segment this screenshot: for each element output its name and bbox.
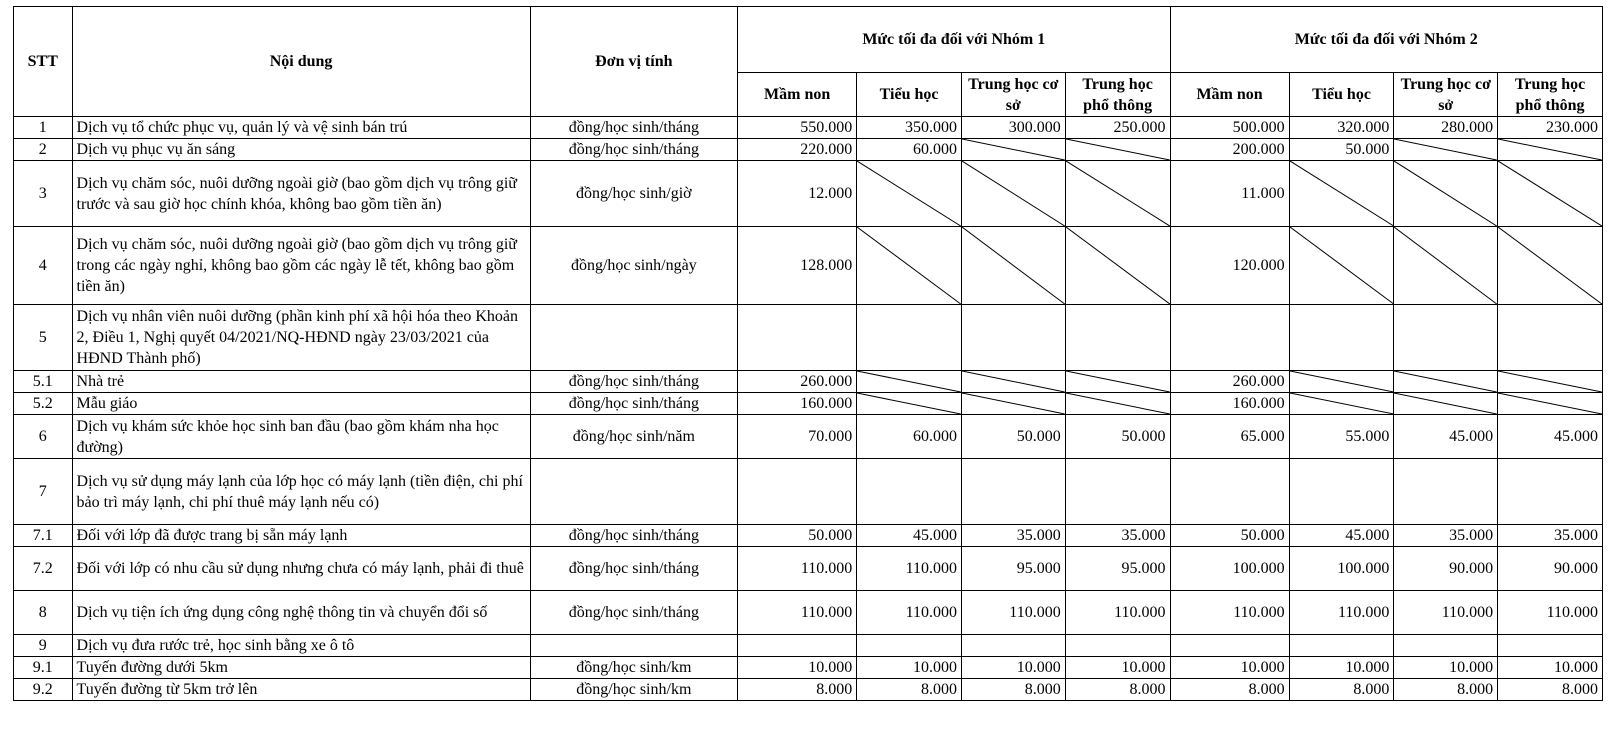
row-unit: đồng/học sinh/tháng bbox=[530, 525, 737, 547]
diagonal-slash bbox=[857, 227, 961, 304]
diagonal-slash bbox=[1066, 227, 1170, 304]
row-unit: đồng/học sinh/năm bbox=[530, 415, 737, 459]
header-stt: STT bbox=[14, 7, 73, 117]
table-row bbox=[14, 657, 1603, 679]
value-cell: 35.000 bbox=[1498, 525, 1603, 547]
not-applicable-cell bbox=[1289, 393, 1394, 415]
not-applicable-cell bbox=[857, 161, 962, 227]
row-content: Nhà trẻ bbox=[72, 371, 530, 393]
value-cell: 90.000 bbox=[1498, 547, 1603, 591]
value-cell: 260.000 bbox=[1170, 371, 1289, 393]
value-cell: 110.000 bbox=[1170, 591, 1289, 635]
not-applicable-cell bbox=[1394, 139, 1498, 161]
row-content: Dịch vụ nhân viên nuôi dưỡng (phần kinh phí xã hội hóa theo Khoản 2, Điều 1, Nghị quyết 04/2021/NQ-HĐND ngày 23/03/2021 của HĐND Thành phố) bbox=[72, 305, 530, 371]
header-content: Nội dung bbox=[72, 7, 530, 117]
row-unit bbox=[530, 459, 737, 525]
not-applicable-cell bbox=[1394, 161, 1498, 227]
value-cell: 8.000 bbox=[1170, 679, 1289, 701]
diagonal-slash bbox=[1498, 371, 1602, 392]
diagonal-slash bbox=[1290, 371, 1394, 392]
value-cell: 110.000 bbox=[1289, 591, 1394, 635]
not-applicable-cell bbox=[1289, 161, 1394, 227]
value-cell: 10.000 bbox=[738, 657, 857, 679]
value-cell: 8.000 bbox=[857, 679, 962, 701]
value-cell: 110.000 bbox=[961, 591, 1065, 635]
diagonal-slash bbox=[857, 161, 961, 226]
table-row bbox=[14, 393, 1603, 415]
value-cell: 110.000 bbox=[738, 591, 857, 635]
value-cell: 8.000 bbox=[1065, 679, 1170, 701]
not-applicable-cell bbox=[857, 393, 962, 415]
not-applicable-cell bbox=[857, 227, 962, 305]
row-stt: 3 bbox=[14, 161, 73, 227]
value-cell: 35.000 bbox=[1065, 525, 1170, 547]
row-unit: đồng/học sinh/tháng bbox=[530, 371, 737, 393]
row-content: Đối với lớp đã được trang bị sẵn máy lạnh bbox=[72, 525, 530, 547]
table-row bbox=[14, 547, 1603, 591]
row-unit: đồng/học sinh/ngày bbox=[530, 227, 737, 305]
value-cell bbox=[1065, 305, 1170, 371]
table-row bbox=[14, 525, 1603, 547]
value-cell: 50.000 bbox=[1065, 415, 1170, 459]
row-stt: 9 bbox=[14, 635, 73, 657]
value-cell bbox=[1289, 459, 1394, 525]
value-cell: 110.000 bbox=[857, 591, 962, 635]
table-header bbox=[14, 7, 1603, 117]
value-cell bbox=[1498, 635, 1603, 657]
value-cell: 35.000 bbox=[961, 525, 1065, 547]
not-applicable-cell bbox=[1065, 139, 1170, 161]
value-cell: 8.000 bbox=[1289, 679, 1394, 701]
diagonal-slash bbox=[1066, 371, 1170, 392]
diagonal-slash bbox=[857, 393, 961, 414]
row-content: Dịch vụ chăm sóc, nuôi dưỡng ngoài giờ (bao gồm dịch vụ trông giữ trong các ngày nghỉ, không bao gồm các ngày lễ tết, không bao gồm tiền ăn) bbox=[72, 227, 530, 305]
table-row bbox=[14, 415, 1603, 459]
header-g2-secondary: Trung học cơ sở bbox=[1394, 73, 1498, 117]
value-cell: 12.000 bbox=[738, 161, 857, 227]
value-cell: 95.000 bbox=[961, 547, 1065, 591]
row-content: Dịch vụ tổ chức phục vụ, quản lý và vệ sinh bán trú bbox=[72, 117, 530, 139]
row-stt: 7.2 bbox=[14, 547, 73, 591]
value-cell bbox=[1170, 305, 1289, 371]
value-cell: 100.000 bbox=[1170, 547, 1289, 591]
value-cell: 45.000 bbox=[1289, 525, 1394, 547]
row-stt: 6 bbox=[14, 415, 73, 459]
value-cell: 10.000 bbox=[1498, 657, 1603, 679]
value-cell bbox=[1170, 459, 1289, 525]
value-cell bbox=[1394, 635, 1498, 657]
value-cell: 10.000 bbox=[1170, 657, 1289, 679]
header-g1-secondary: Trung học cơ sở bbox=[961, 73, 1065, 117]
value-cell bbox=[1289, 635, 1394, 657]
value-cell: 10.000 bbox=[1289, 657, 1394, 679]
header-g1-highschool: Trung học phổ thông bbox=[1065, 73, 1170, 117]
header-g2-highschool: Trung học phổ thông bbox=[1498, 73, 1603, 117]
diagonal-slash bbox=[962, 161, 1065, 226]
not-applicable-cell bbox=[1394, 227, 1498, 305]
row-stt: 1 bbox=[14, 117, 73, 139]
not-applicable-cell bbox=[1498, 393, 1603, 415]
value-cell: 500.000 bbox=[1170, 117, 1289, 139]
fee-table bbox=[13, 6, 1603, 701]
value-cell: 110.000 bbox=[738, 547, 857, 591]
value-cell bbox=[857, 635, 962, 657]
value-cell: 220.000 bbox=[738, 139, 857, 161]
diagonal-slash bbox=[1394, 139, 1497, 160]
diagonal-slash bbox=[1290, 227, 1394, 304]
value-cell bbox=[1170, 635, 1289, 657]
diagonal-slash bbox=[962, 139, 1065, 160]
value-cell: 8.000 bbox=[1394, 679, 1498, 701]
row-content: Dịch vụ sử dụng máy lạnh của lớp học có máy lạnh (tiền điện, chi phí bảo trì máy lạnh, chi phí thuê máy lạnh nếu có) bbox=[72, 459, 530, 525]
header-g2-primary: Tiểu học bbox=[1289, 73, 1394, 117]
table-row bbox=[14, 635, 1603, 657]
row-stt: 4 bbox=[14, 227, 73, 305]
value-cell: 350.000 bbox=[857, 117, 962, 139]
row-unit bbox=[530, 635, 737, 657]
value-cell: 230.000 bbox=[1498, 117, 1603, 139]
table-row bbox=[14, 591, 1603, 635]
diagonal-slash bbox=[1394, 227, 1497, 304]
value-cell: 70.000 bbox=[738, 415, 857, 459]
row-stt: 5 bbox=[14, 305, 73, 371]
table-row bbox=[14, 161, 1603, 227]
value-cell: 10.000 bbox=[1065, 657, 1170, 679]
row-content: Dịch vụ chăm sóc, nuôi dưỡng ngoài giờ (bao gồm dịch vụ trông giữ trước và sau giờ học chính khóa, không bao gồm tiền ăn) bbox=[72, 161, 530, 227]
value-cell: 60.000 bbox=[857, 415, 962, 459]
value-cell: 50.000 bbox=[961, 415, 1065, 459]
table-row bbox=[14, 117, 1603, 139]
value-cell: 95.000 bbox=[1065, 547, 1170, 591]
value-cell bbox=[1498, 305, 1603, 371]
diagonal-slash bbox=[1394, 393, 1497, 414]
not-applicable-cell bbox=[961, 227, 1065, 305]
diagonal-slash bbox=[1498, 227, 1602, 304]
not-applicable-cell bbox=[1289, 371, 1394, 393]
row-content: Tuyến đường dưới 5km bbox=[72, 657, 530, 679]
value-cell: 90.000 bbox=[1394, 547, 1498, 591]
row-unit: đồng/học sinh/km bbox=[530, 679, 737, 701]
not-applicable-cell bbox=[857, 371, 962, 393]
not-applicable-cell bbox=[961, 393, 1065, 415]
value-cell: 110.000 bbox=[857, 547, 962, 591]
diagonal-slash bbox=[962, 393, 1065, 414]
diagonal-slash bbox=[1066, 161, 1170, 226]
not-applicable-cell bbox=[1394, 393, 1498, 415]
value-cell: 128.000 bbox=[738, 227, 857, 305]
value-cell: 35.000 bbox=[1394, 525, 1498, 547]
not-applicable-cell bbox=[1498, 139, 1603, 161]
value-cell bbox=[961, 459, 1065, 525]
value-cell: 110.000 bbox=[1394, 591, 1498, 635]
header-group1: Mức tối đa đối với Nhóm 1 bbox=[738, 7, 1170, 73]
value-cell: 300.000 bbox=[961, 117, 1065, 139]
row-unit: đồng/học sinh/tháng bbox=[530, 547, 737, 591]
row-content: Đối với lớp có nhu cầu sử dụng nhưng chưa có máy lạnh, phải đi thuê bbox=[72, 547, 530, 591]
diagonal-slash bbox=[1290, 161, 1394, 226]
value-cell bbox=[961, 635, 1065, 657]
row-content: Dịch vụ khám sức khỏe học sinh ban đầu (bao gồm khám nha học đường) bbox=[72, 415, 530, 459]
row-unit: đồng/học sinh/tháng bbox=[530, 139, 737, 161]
table-row bbox=[14, 227, 1603, 305]
value-cell: 110.000 bbox=[1498, 591, 1603, 635]
table-row bbox=[14, 459, 1603, 525]
value-cell bbox=[1394, 459, 1498, 525]
row-stt: 8 bbox=[14, 591, 73, 635]
value-cell: 250.000 bbox=[1065, 117, 1170, 139]
diagonal-slash bbox=[1394, 371, 1497, 392]
value-cell bbox=[738, 635, 857, 657]
not-applicable-cell bbox=[1065, 393, 1170, 415]
table-row bbox=[14, 139, 1603, 161]
value-cell bbox=[738, 459, 857, 525]
value-cell bbox=[1498, 459, 1603, 525]
row-stt: 2 bbox=[14, 139, 73, 161]
row-content: Dịch vụ tiện ích ứng dụng công nghệ thông tin và chuyển đổi số bbox=[72, 591, 530, 635]
not-applicable-cell bbox=[1065, 161, 1170, 227]
value-cell: 11.000 bbox=[1170, 161, 1289, 227]
value-cell: 260.000 bbox=[738, 371, 857, 393]
not-applicable-cell bbox=[1498, 227, 1603, 305]
diagonal-slash bbox=[1066, 393, 1170, 414]
header-g1-primary: Tiểu học bbox=[857, 73, 962, 117]
value-cell: 120.000 bbox=[1170, 227, 1289, 305]
value-cell: 8.000 bbox=[738, 679, 857, 701]
row-unit: đồng/học sinh/km bbox=[530, 657, 737, 679]
not-applicable-cell bbox=[1498, 161, 1603, 227]
value-cell bbox=[1065, 459, 1170, 525]
value-cell: 45.000 bbox=[1498, 415, 1603, 459]
header-g2-preschool: Mầm non bbox=[1170, 73, 1289, 117]
diagonal-slash bbox=[962, 371, 1065, 392]
value-cell: 50.000 bbox=[1289, 139, 1394, 161]
value-cell: 10.000 bbox=[857, 657, 962, 679]
diagonal-slash bbox=[1066, 139, 1170, 160]
value-cell: 280.000 bbox=[1394, 117, 1498, 139]
value-cell: 50.000 bbox=[1170, 525, 1289, 547]
value-cell bbox=[1289, 305, 1394, 371]
value-cell: 100.000 bbox=[1289, 547, 1394, 591]
diagonal-slash bbox=[857, 371, 961, 392]
value-cell: 10.000 bbox=[961, 657, 1065, 679]
row-unit: đồng/học sinh/tháng bbox=[530, 591, 737, 635]
not-applicable-cell bbox=[1289, 227, 1394, 305]
value-cell: 8.000 bbox=[1498, 679, 1603, 701]
diagonal-slash bbox=[1498, 161, 1602, 226]
row-stt: 7.1 bbox=[14, 525, 73, 547]
value-cell: 320.000 bbox=[1289, 117, 1394, 139]
value-cell bbox=[1065, 635, 1170, 657]
value-cell: 550.000 bbox=[738, 117, 857, 139]
value-cell bbox=[961, 305, 1065, 371]
not-applicable-cell bbox=[1065, 227, 1170, 305]
diagonal-slash bbox=[1498, 393, 1602, 414]
value-cell: 200.000 bbox=[1170, 139, 1289, 161]
value-cell bbox=[1394, 305, 1498, 371]
value-cell: 160.000 bbox=[738, 393, 857, 415]
value-cell: 10.000 bbox=[1394, 657, 1498, 679]
value-cell: 110.000 bbox=[1065, 591, 1170, 635]
value-cell bbox=[738, 305, 857, 371]
row-stt: 9.2 bbox=[14, 679, 73, 701]
value-cell: 60.000 bbox=[857, 139, 962, 161]
header-g1-preschool: Mầm non bbox=[738, 73, 857, 117]
table-row bbox=[14, 679, 1603, 701]
not-applicable-cell bbox=[961, 161, 1065, 227]
row-unit bbox=[530, 305, 737, 371]
row-stt: 5.1 bbox=[14, 371, 73, 393]
value-cell: 45.000 bbox=[1394, 415, 1498, 459]
header-unit: Đơn vị tính bbox=[530, 7, 737, 117]
row-content: Tuyến đường từ 5km trở lên bbox=[72, 679, 530, 701]
diagonal-slash bbox=[962, 227, 1065, 304]
not-applicable-cell bbox=[1394, 371, 1498, 393]
not-applicable-cell bbox=[1065, 371, 1170, 393]
row-content: Mẫu giáo bbox=[72, 393, 530, 415]
row-content: Dịch vụ đưa rước trẻ, học sinh bằng xe ô tô bbox=[72, 635, 530, 657]
value-cell: 160.000 bbox=[1170, 393, 1289, 415]
table-row bbox=[14, 305, 1603, 371]
value-cell: 55.000 bbox=[1289, 415, 1394, 459]
not-applicable-cell bbox=[1498, 371, 1603, 393]
value-cell bbox=[857, 459, 962, 525]
row-unit: đồng/học sinh/giờ bbox=[530, 161, 737, 227]
row-unit: đồng/học sinh/tháng bbox=[530, 117, 737, 139]
value-cell: 45.000 bbox=[857, 525, 962, 547]
diagonal-slash bbox=[1498, 139, 1602, 160]
row-unit: đồng/học sinh/tháng bbox=[530, 393, 737, 415]
value-cell: 65.000 bbox=[1170, 415, 1289, 459]
row-content: Dịch vụ phục vụ ăn sáng bbox=[72, 139, 530, 161]
diagonal-slash bbox=[1394, 161, 1497, 226]
row-stt: 9.1 bbox=[14, 657, 73, 679]
value-cell: 8.000 bbox=[961, 679, 1065, 701]
not-applicable-cell bbox=[961, 371, 1065, 393]
row-stt: 5.2 bbox=[14, 393, 73, 415]
row-stt: 7 bbox=[14, 459, 73, 525]
diagonal-slash bbox=[1290, 393, 1394, 414]
table-row bbox=[14, 371, 1603, 393]
value-cell bbox=[857, 305, 962, 371]
value-cell: 50.000 bbox=[738, 525, 857, 547]
table-body bbox=[14, 117, 1603, 701]
header-group2: Mức tối đa đối với Nhóm 2 bbox=[1170, 7, 1603, 73]
not-applicable-cell bbox=[961, 139, 1065, 161]
